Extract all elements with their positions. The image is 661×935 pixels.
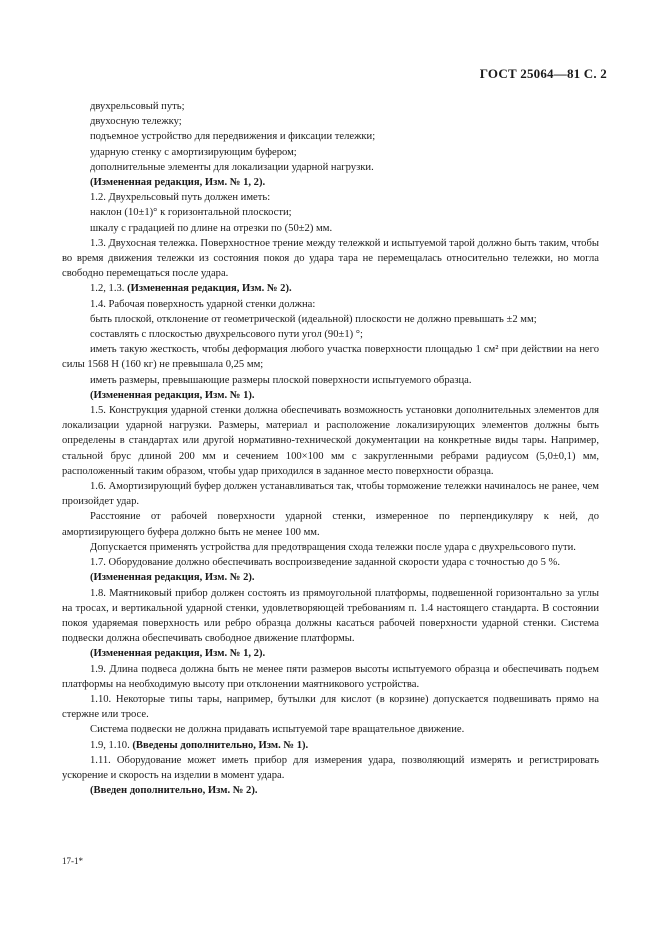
document-body: [62, 99, 599, 798]
paragraph: [62, 783, 599, 798]
paragraph: [62, 373, 599, 388]
paragraph-text: ударную стенку с амортизирующим буфером;: [90, 146, 297, 158]
amendment-note: (Введен дополнительно, Изм. № 2).: [90, 785, 258, 797]
amendment-note: (Измененная редакция, Изм. № 2).: [90, 572, 255, 584]
amendment-note: (Введены дополнительно, Изм. № 1).: [132, 739, 309, 751]
paragraph: [62, 570, 599, 585]
paragraph: [62, 738, 599, 753]
paragraph: [62, 175, 599, 190]
paragraph: [62, 342, 599, 372]
paragraph: [62, 129, 599, 144]
paragraph: [62, 297, 599, 312]
paragraph-text: шкалу с градацией по длине на отрезки по (50±2) мм.: [90, 222, 333, 234]
paragraph-text: составлять с плоскостью двухрельсового пути угол (90±1) °;: [90, 329, 363, 341]
paragraph-text: 1.3. Двухосная тележка. Поверхностное трение между тележкой и испытуемой тарой должно быть таким, чтобы во время движения тележки из состояния покоя до удара тара не перемещалась относительно тележки, но могла свободно перемещаться после удара.: [62, 237, 599, 280]
paragraph-text: двухрельсовый путь;: [90, 101, 185, 112]
paragraph: [62, 479, 599, 509]
page-footer-mark: 17-1*: [62, 856, 83, 866]
paragraph: [62, 205, 599, 220]
paragraph: [62, 586, 599, 647]
paragraph-text: 1.2, 1.3.: [90, 283, 128, 295]
paragraph-text: 1.7. Оборудование должно обеспечивать воспроизведение заданной скорости удара с точностью до 5 %.: [90, 557, 560, 569]
paragraph-text: Расстояние от рабочей поверхности ударной стенки, измеренное по перпендикуляру к ней, до амортизирующего буфера должно быть не менее 100 мм.: [62, 511, 599, 538]
paragraph: [62, 509, 599, 539]
paragraph: [62, 190, 599, 205]
paragraph-text: 1.2. Двухрельсовый путь должен иметь:: [90, 192, 271, 204]
paragraph: [62, 236, 599, 282]
amendment-note: (Измененная редакция, Изм. № 1).: [90, 389, 255, 401]
paragraph: [62, 145, 599, 160]
paragraph: [62, 662, 599, 692]
paragraph: [62, 160, 599, 175]
paragraph-text: 1.11. Оборудование может иметь прибор для измерения удара, позволяющий измерять и регистрировать ускорение и скорость на изделии в момент удара.: [62, 754, 599, 781]
paragraph-text: 1.6. Амортизирующий буфер должен устанавливаться так, чтобы торможение тележки начиналось не ранее, чем произойдет удар.: [62, 481, 599, 508]
paragraph: [62, 388, 599, 403]
paragraph-text: 1.9, 1.10.: [90, 739, 133, 751]
paragraph-text: 1.4. Рабочая поверхность ударной стенки должна:: [90, 298, 316, 310]
paragraph: [62, 540, 599, 555]
paragraph-text: 1.8. Маятниковый прибор должен состоять из прямоугольной платформы, подвешенной горизонтально за углы на тросах, и вертикальной ударной стенки, удовлетворяющей требованиям п. 1.4 настоящего стандарта. В состоянии покоя ударяемая поверхность или ребро образца должны касаться рабочей поверхности ударной стенки. Система подвески должна обеспечивать свободное движение платформы.: [62, 587, 599, 645]
page-header: ГОСТ 25064—81 С. 2: [479, 66, 607, 81]
paragraph: [62, 99, 599, 114]
paragraph-text: 1.5. Конструкция ударной стенки должна обеспечивать возможность установки дополнительных элементов для локализации ударной нагрузки. Размеры, материал и расположение локализирующих элементов должны быть определены в стандартах или другой нормативно-технической документации на конкретные виды тары. Например, стальной брус длиной 200 мм и сечением 100×100 мм с закругленными ребрами радиусом (5,0±0,1) мм, расположенный таким образом, чтобы удар приходился в заданное место поверхности образца.: [62, 405, 599, 477]
paragraph-text: 1.10. Некоторые типы тары, например, бутылки для кислот (в корзине) допускается подвешивать прямо на стержне или тросе.: [62, 693, 599, 721]
paragraph: [62, 646, 599, 661]
paragraph: [62, 221, 599, 236]
paragraph: [62, 722, 599, 737]
paragraph-text: наклон (10±1)° к горизонтальной плоскости;: [90, 207, 292, 219]
paragraph: [62, 114, 599, 129]
paragraph-text: иметь размеры, превышающие размеры плоской поверхности испытуемого образца.: [90, 374, 472, 386]
paragraph-text: быть плоской, отклонение от геометрической (идеальной) плоскости не должно превышать ±2 мм;: [90, 313, 537, 325]
amendment-note: (Измененная редакция, Изм. № 1, 2).: [90, 648, 266, 660]
paragraph: [62, 692, 599, 722]
paragraph: [62, 403, 599, 479]
paragraph-text: Допускается применять устройства для предотвращения схода тележки после удара с двухрельсового пути.: [90, 541, 576, 553]
paragraph-text: двухосную тележку;: [90, 116, 182, 128]
amendment-note: (Измененная редакция, Изм. № 1, 2).: [90, 177, 266, 189]
paragraph-text: дополнительные элементы для локализации ударной нагрузки.: [90, 161, 374, 173]
paragraph: [62, 753, 599, 783]
paragraph: [62, 312, 599, 327]
paragraph-text: иметь такую жесткость, чтобы деформация любого участка поверхности площадью 1 см² при действии на него силы 1568 Н (160 кг) не превышала 0,25 мм;: [62, 344, 599, 371]
paragraph-text: Система подвески не должна придавать испытуемой таре вращательное движение.: [90, 724, 465, 736]
paragraph-text: 1.9. Длина подвеса должна быть не менее пяти размеров высоты испытуемого образца и обеспечивать подъем платформы на необходимую высоту при отклонении маятникового устройства.: [62, 663, 599, 690]
paragraph: [62, 555, 599, 570]
paragraph: [62, 281, 599, 296]
amendment-note: (Измененная редакция, Изм. № 2).: [127, 283, 292, 295]
paragraph-text: подъемное устройство для передвижения и фиксации тележки;: [90, 131, 376, 143]
paragraph: [62, 327, 599, 342]
